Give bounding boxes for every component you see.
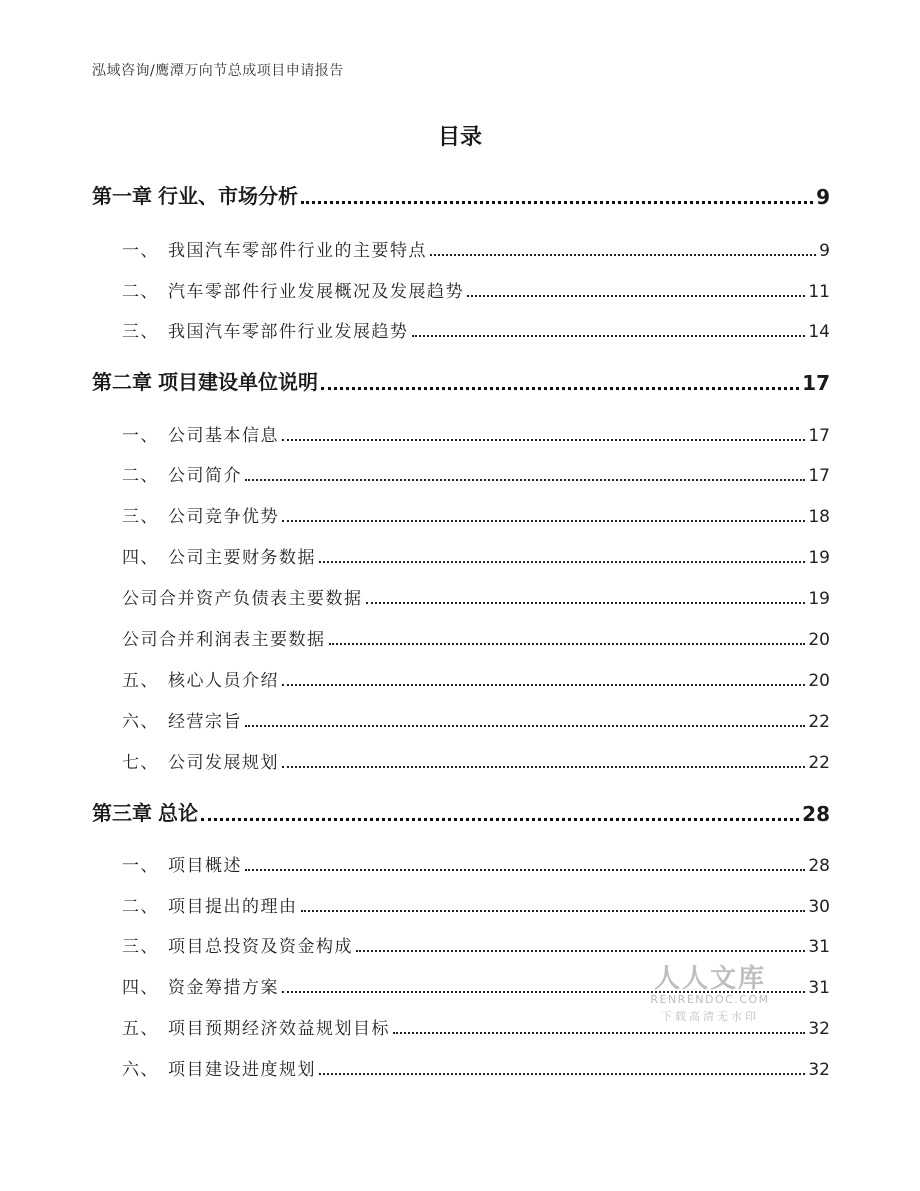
dot-leader — [245, 724, 805, 727]
dot-leader — [366, 601, 806, 604]
dot-leader — [356, 949, 805, 952]
toc-page-number: 32 — [808, 1019, 830, 1039]
toc-number: 二、 — [122, 897, 159, 917]
toc-title: 项目提出的理由 — [168, 897, 298, 917]
toc-number: 五、 — [122, 1019, 159, 1039]
toc-number: 三、 — [122, 937, 159, 957]
toc-title: 公司发展规划 — [168, 753, 279, 773]
page-title: 目录 — [437, 125, 482, 150]
dot-leader — [321, 386, 799, 390]
toc-number: 六、 — [122, 1060, 159, 1080]
toc-title: 公司简介 — [168, 466, 242, 486]
toc-page-number: 11 — [808, 282, 830, 302]
toc-title: 行业、市场分析 — [158, 184, 298, 208]
toc-page-number: 17 — [808, 466, 830, 486]
dot-leader — [393, 1031, 805, 1034]
toc-page-number: 22 — [808, 753, 830, 773]
toc-page-number: 14 — [808, 322, 830, 342]
toc-section[interactable] — [92, 236, 830, 261]
watermark-caption: 下载高清无水印 — [661, 1010, 759, 1023]
dot-leader — [245, 478, 805, 481]
toc-title: 我国汽车零部件行业的主要特点 — [168, 241, 427, 261]
toc-title: 核心人员介绍 — [168, 671, 279, 691]
toc-chapter-3[interactable] — [92, 797, 830, 826]
toc-number: 一、 — [122, 856, 159, 876]
toc-number: 三、 — [122, 322, 159, 342]
toc-page-number: 20 — [808, 671, 830, 691]
toc-section[interactable] — [92, 461, 830, 486]
toc-section[interactable] — [92, 892, 830, 917]
watermark — [640, 958, 780, 1024]
toc-section[interactable] — [92, 932, 830, 957]
dot-leader — [467, 294, 805, 297]
dot-leader — [282, 683, 805, 686]
toc-title: 资金筹措方案 — [168, 978, 279, 998]
toc-title: 项目建设进度规划 — [168, 1060, 316, 1080]
toc-section[interactable] — [92, 277, 830, 302]
toc-title: 我国汽车零部件行业发展趋势 — [168, 322, 409, 342]
dot-leader — [430, 253, 816, 256]
toc-title: 公司竞争优势 — [168, 507, 279, 527]
toc-number: 四、 — [122, 548, 159, 568]
toc-title: 项目预期经济效益规划目标 — [168, 1019, 390, 1039]
toc-section[interactable] — [92, 543, 830, 568]
toc-page-number: 32 — [808, 1060, 830, 1080]
toc-chapter-1[interactable] — [92, 180, 830, 209]
toc-number: 三、 — [122, 507, 159, 527]
toc-number: 四、 — [122, 978, 159, 998]
toc-section[interactable] — [92, 317, 830, 342]
toc-page-number: 17 — [808, 426, 830, 446]
dot-leader — [282, 438, 805, 441]
toc-section[interactable] — [92, 851, 830, 876]
toc-page-number: 20 — [808, 630, 830, 650]
watermark-url: RENRENDOC.COM — [650, 993, 770, 1006]
toc-title: 项目概述 — [168, 856, 242, 876]
toc-title: 公司基本信息 — [168, 426, 279, 446]
toc-section[interactable] — [92, 502, 830, 527]
toc-section[interactable] — [92, 748, 830, 773]
toc-page-number: 9 — [816, 185, 830, 209]
watermark-logo-text: 人人文库 — [653, 964, 766, 994]
toc-section[interactable] — [92, 666, 830, 691]
dot-leader — [201, 817, 799, 821]
dot-leader — [282, 765, 805, 768]
toc-page-number: 31 — [808, 937, 830, 957]
toc-section[interactable] — [92, 707, 830, 732]
toc-page-number: 18 — [808, 507, 830, 527]
toc-subsection[interactable] — [92, 625, 830, 650]
toc-title: 经营宗旨 — [168, 712, 242, 732]
toc-number: 六、 — [122, 712, 159, 732]
page-header: 泓域咨询/鹰潭万向节总成项目申请报告 — [92, 63, 344, 79]
toc-subsection[interactable] — [92, 584, 830, 609]
toc-number: 一、 — [122, 426, 159, 446]
toc-title: 项目建设单位说明 — [158, 370, 318, 394]
toc-page-number: 30 — [808, 897, 830, 917]
dot-leader — [282, 519, 805, 522]
dot-leader — [301, 909, 806, 912]
dot-leader — [301, 200, 813, 204]
dot-leader — [245, 868, 805, 871]
toc-page-number: 19 — [808, 589, 830, 609]
toc-number: 一、 — [122, 241, 159, 261]
toc-page-number: 17 — [802, 371, 830, 395]
toc-title: 项目总投资及资金构成 — [168, 937, 353, 957]
toc-number: 五、 — [122, 671, 159, 691]
toc-page-number: 31 — [808, 978, 830, 998]
toc-page-number: 22 — [808, 712, 830, 732]
toc-title: 公司合并资产负债表主要数据 — [122, 589, 363, 609]
toc-chapter-2[interactable] — [92, 366, 830, 395]
toc-section[interactable] — [92, 421, 830, 446]
toc-page-number: 9 — [819, 241, 830, 261]
toc-number: 七、 — [122, 753, 159, 773]
toc-title: 总论 — [158, 801, 198, 825]
dot-leader — [329, 642, 806, 645]
dot-leader — [319, 1072, 805, 1075]
toc-number: 二、 — [122, 466, 159, 486]
dot-leader — [319, 560, 805, 563]
toc-number: 第三章 — [92, 801, 152, 825]
toc-number: 第二章 — [92, 370, 152, 394]
toc-page-number: 28 — [802, 802, 830, 826]
toc-page-number: 28 — [808, 856, 830, 876]
toc-title: 公司合并利润表主要数据 — [122, 630, 326, 650]
toc-number: 二、 — [122, 282, 159, 302]
toc-title: 汽车零部件行业发展概况及发展趋势 — [168, 282, 464, 302]
toc-number: 第一章 — [92, 184, 152, 208]
dot-leader — [412, 334, 806, 337]
toc-section[interactable] — [92, 1055, 830, 1080]
toc-title: 公司主要财务数据 — [168, 548, 316, 568]
toc-page-number: 19 — [808, 548, 830, 568]
